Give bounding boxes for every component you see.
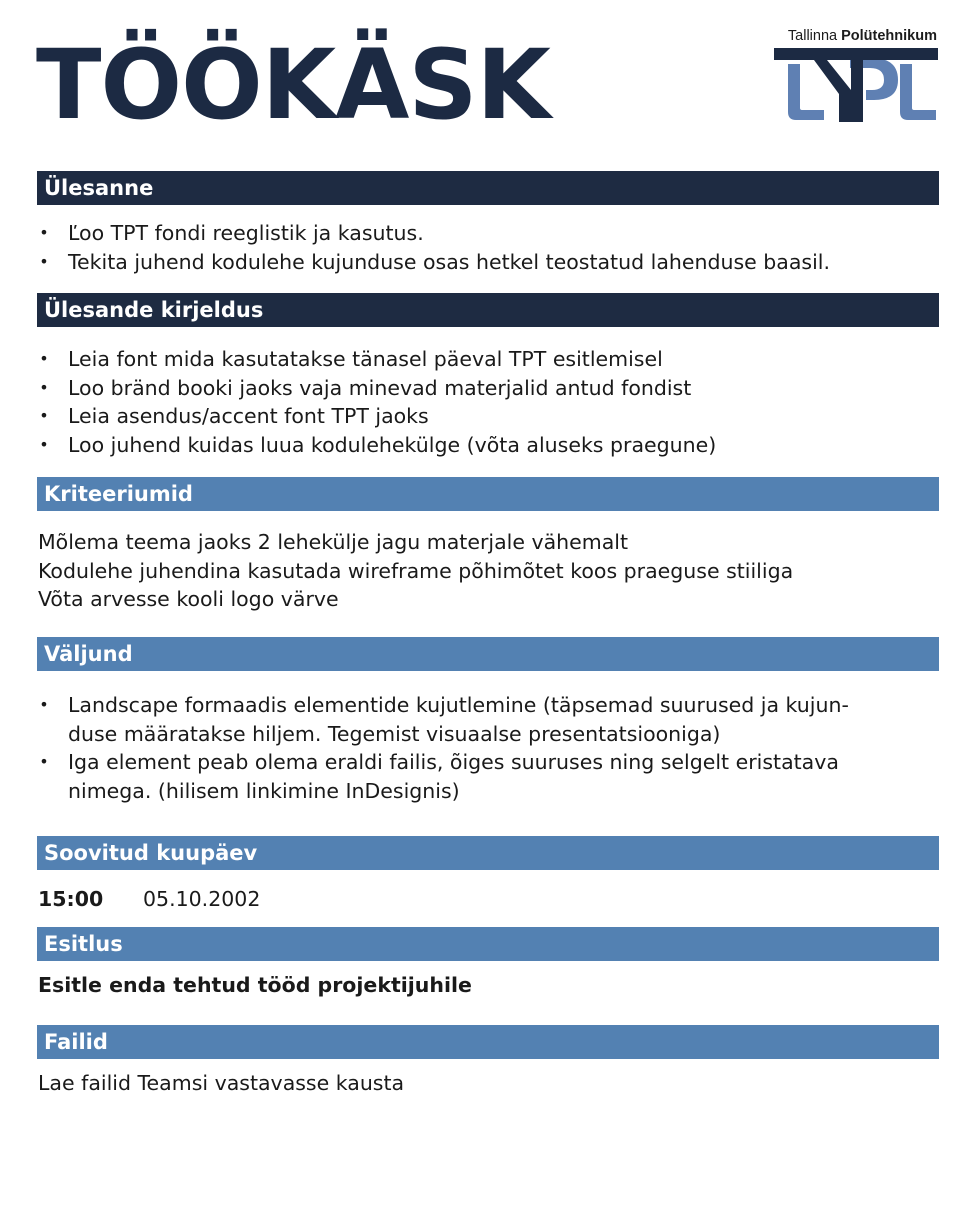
criterion-line: Kodulehe juhendina kasutada wireframe põhimõtet koos praeguse stiiliga	[38, 558, 794, 583]
list-item: • Tekita juhend kodulehe kujunduse osas hetkel teostatud lahenduse baasil.	[38, 248, 938, 277]
valjund-list	[38, 691, 938, 806]
due-date-row	[38, 885, 938, 914]
list-item: • Iga element peab olema eraldi failis, õiges suuruses ning selgelt eristatava nimega. (hilisem linkimine InDesignis)	[39, 750, 839, 804]
bullet-icon: •	[39, 377, 49, 397]
section-header-esitlus: Esitlus	[37, 927, 939, 961]
criterion-line: Mõlema teema jaoks 2 lehekülje jagu materjale vähemalt	[38, 530, 629, 554]
section-header-kuupaev: Soovitud kuupäev	[37, 836, 939, 870]
ulesanne-list	[38, 219, 938, 276]
logo-left-stroke	[788, 64, 824, 120]
logo-p-stem	[851, 60, 863, 122]
bullet-icon: •	[39, 752, 49, 772]
list-item: • Landscape formaadis elementide kujutlemine (täpsemad suurused ja kujun- duse määratakse hiljem. Tegemist visuaalse presentatsiooniga)	[39, 693, 849, 746]
list-item: • Loo juhend kuidas luua kodulehekülge (võta aluseks praegune)	[38, 431, 938, 460]
esitlus-text: Esitle enda tehtud tööd projektijuhile	[38, 973, 472, 997]
list-item: • Leia asendus/accent font TPT jaoks	[38, 402, 938, 431]
bullet-icon: •	[39, 406, 49, 426]
logo-right-stroke	[900, 64, 936, 120]
kriteeriumid-lines	[38, 528, 938, 614]
bullet-icon: •	[39, 349, 49, 368]
bullet-icon: •	[39, 695, 49, 714]
tpt-logo-icon	[774, 46, 938, 122]
kirjeldus-list	[38, 345, 938, 460]
section-header-kirjeldus: Ülesande kirjeldus	[37, 293, 939, 327]
list-item: • Ľoo TPT fondi reeglistik ja kasutus.	[38, 219, 938, 248]
bullet-icon: •	[39, 435, 49, 455]
page-title: TÖÖKÄSK	[36, 29, 550, 141]
section-header-ulesanne: Ülesanne	[37, 171, 939, 205]
section-header-kriteeriumid: Kriteeriumid	[37, 477, 939, 511]
logo-text-regular: Tallinna	[787, 28, 838, 44]
section-header-valjund: Väljund	[37, 637, 939, 671]
logo-wordmark	[775, 27, 937, 45]
list-item: • Loo bränd booki jaoks vaja minevad materjalid antud fondist	[38, 374, 938, 403]
section-header-failid: Failid	[37, 1025, 939, 1059]
bullet-icon: •	[39, 251, 49, 271]
logo-top-bar	[774, 48, 938, 60]
logo-text-bold: Polütehnikum	[841, 28, 937, 44]
criterion-line: Võta arvesse kooli logo värve	[38, 587, 339, 612]
bullet-icon: •	[39, 223, 49, 242]
due-time: 15:00	[38, 887, 104, 911]
failid-text: Lae failid Teamsi vastavasse kausta	[38, 1071, 405, 1095]
due-date: 05.10.2002	[143, 887, 261, 911]
list-item: • Leia font mida kasutatakse tänasel päeval TPT esitlemisel	[38, 345, 938, 374]
